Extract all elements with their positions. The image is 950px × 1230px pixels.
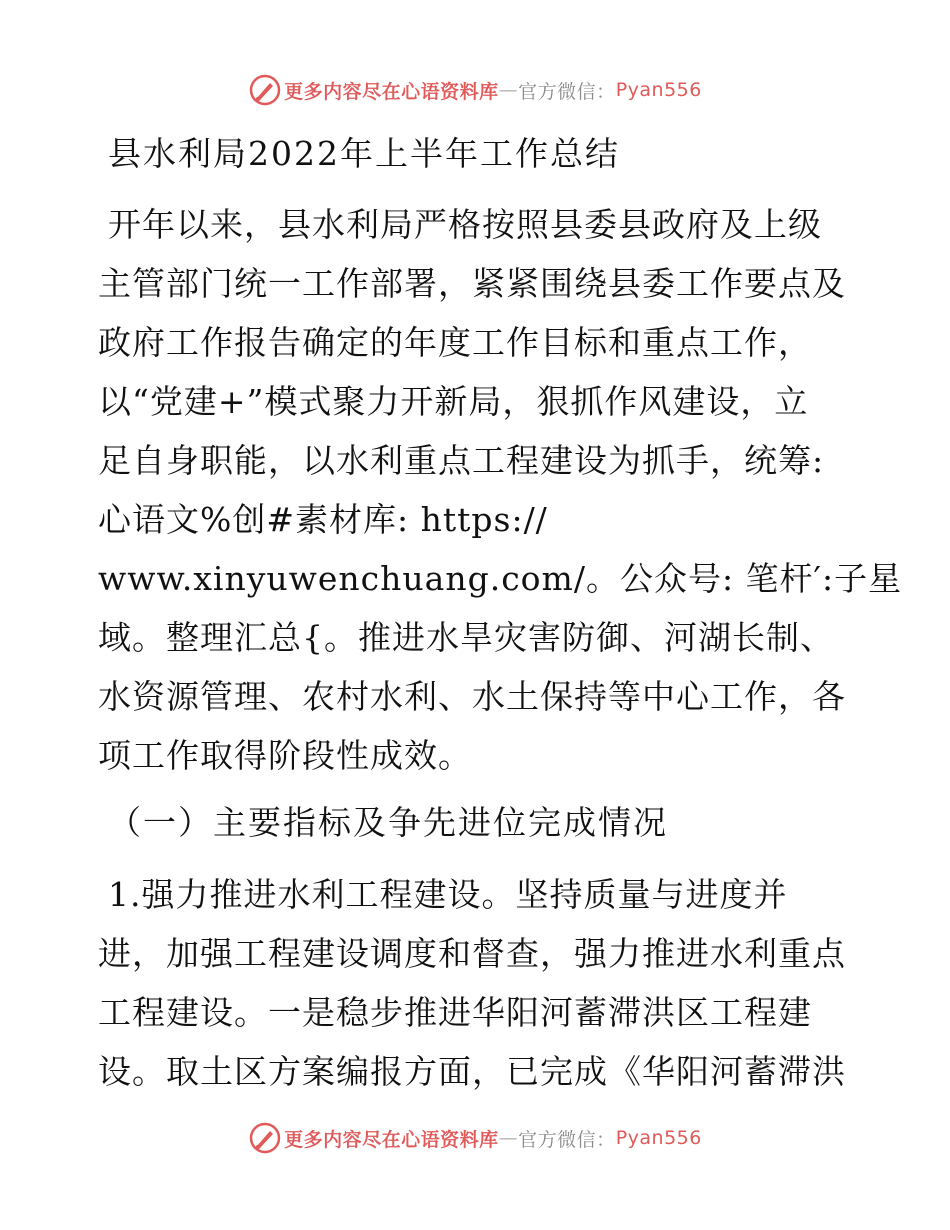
paragraph-line: 进，加强工程建设调度和督查，强力推进水利重点 xyxy=(98,934,846,973)
paragraph-line: 主管部门统一工作部署，紧紧围绕县委工作要点及 xyxy=(98,264,846,303)
quill-logo-icon xyxy=(248,1121,282,1155)
quill-logo-icon xyxy=(248,73,282,107)
watermark-official-label: 官方微信： xyxy=(518,1128,616,1151)
watermark-brand: 更多内容尽在心语资料库 xyxy=(284,80,499,103)
watermark-separator: — xyxy=(498,1127,519,1149)
watermark-header xyxy=(0,70,950,110)
paragraph-line: 心语文%创#素材库: https:// xyxy=(98,500,548,539)
paragraph-line: 设。取土区方案编报方面，已完成《华阳河蓄滞洪 xyxy=(98,1052,846,1091)
intro-paragraph xyxy=(98,195,903,785)
watermark-brand: 更多内容尽在心语资料库 xyxy=(284,1128,499,1151)
document-title: 县水利局2022年上半年工作总结 xyxy=(108,134,620,173)
paragraph-line: 以“党建+”模式聚力开新局，狠抓作风建设，立 xyxy=(98,382,809,421)
watermark-separator: — xyxy=(498,79,519,101)
paragraph-line: 工程建设。一是稳步推进华阳河蓄滞洪区工程建 xyxy=(98,993,812,1032)
paragraph-line: 政府工作报告确定的年度工作目标和重点工作， xyxy=(98,323,812,362)
paragraph-line: www.xinyuwenchuang.com/。公众号: 笔杆′:子星 xyxy=(98,559,903,598)
paragraph-line: 1.强力推进水利工程建设。坚持质量与进度并 xyxy=(108,875,788,914)
item-1-paragraph xyxy=(98,865,858,1101)
paragraph-line: 域。整理汇总{。推进水旱灾害防御、河湖长制、 xyxy=(98,618,834,657)
watermark-footer xyxy=(0,1118,950,1158)
paragraph-line: 项工作取得阶段性成效。 xyxy=(98,736,472,775)
watermark-official-label: 官方微信： xyxy=(518,80,616,103)
section-heading: （一）主要指标及争先进位完成情况 xyxy=(108,803,668,842)
paragraph-line: 开年以来，县水利局严格按照县委县政府及上级 xyxy=(108,205,822,244)
paragraph-line: 足自身职能，以水利重点工程建设为抓手，统筹: xyxy=(98,441,825,480)
watermark-wechat-id: Pyan556 xyxy=(615,79,702,101)
watermark-wechat-id: Pyan556 xyxy=(615,1127,702,1149)
paragraph-line: 水资源管理、农村水利、水土保持等中心工作，各 xyxy=(98,677,846,716)
